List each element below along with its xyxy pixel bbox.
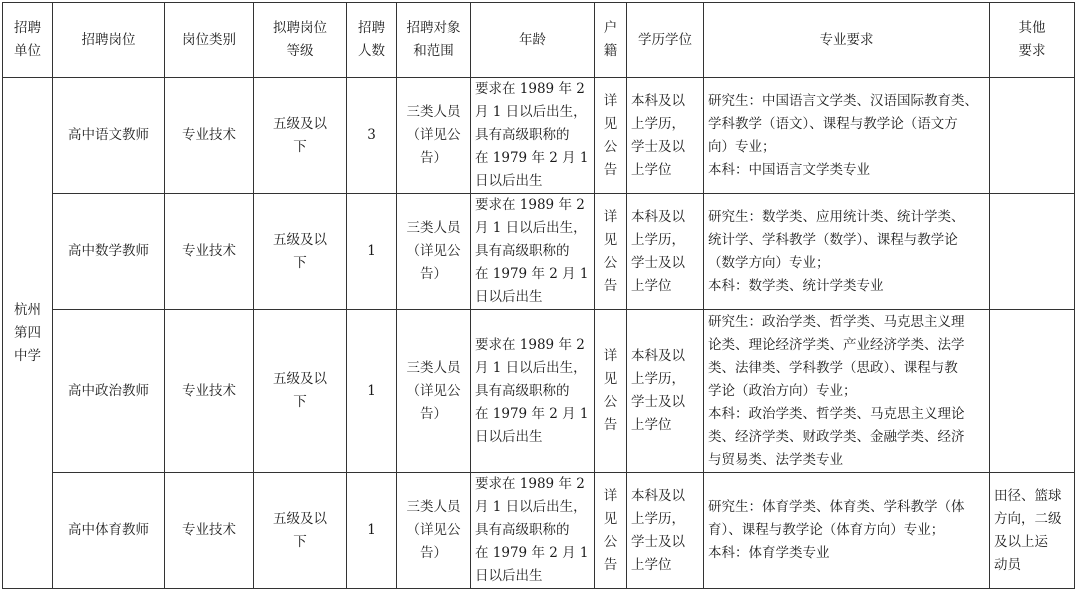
target-cell: 三类人员 （详见公 告） (397, 78, 471, 194)
level-cell: 五级及以 下 (254, 194, 347, 310)
header-position: 招聘岗位 (53, 3, 165, 78)
header-row (3, 3, 1075, 78)
category-cell: 专业技术 (165, 194, 254, 310)
education-cell: 本科及以 上学历， 学士及以 上学位 (627, 194, 704, 310)
position-cell: 高中体育教师 (53, 473, 165, 589)
age-cell: 要求在 1989 年 2 月 1 日以后出生， 具有高级职称的 在 1979 年 2 月 1 日以后出生 (471, 194, 595, 310)
count-cell: 3 (347, 78, 397, 194)
category-cell: 专业技术 (165, 78, 254, 194)
education-cell: 本科及以 上学历， 学士及以 上学位 (627, 310, 704, 473)
header-target: 招聘对象 和范围 (397, 3, 471, 78)
target-cell: 三类人员 （详见公 告） (397, 473, 471, 589)
major-cell: 研究生：中国语言文学类、汉语国际教育类、 学科教学（语文）、课程与教学论（语文方 向）专业； 本科：中国语言文学类专业 (704, 78, 990, 194)
age-cell: 要求在 1989 年 2 月 1 日以后出生， 具有高级职称的 在 1979 年 2 月 1 日以后出生 (471, 473, 595, 589)
recruitment-table (2, 2, 1075, 589)
header-education: 学历学位 (627, 3, 704, 78)
other-cell (990, 78, 1075, 194)
major-cell: 研究生：数学类、应用统计类、统计学类、 统计学、学科教学（数学）、课程与教学论 （数学方向）专业； 本科：数学类、统计学类专业 (704, 194, 990, 310)
count-cell: 1 (347, 473, 397, 589)
position-cell: 高中政治教师 (53, 310, 165, 473)
household-cell: 详 见 公 告 (595, 194, 627, 310)
table-row (3, 473, 1075, 589)
other-cell (990, 310, 1075, 473)
other-cell (990, 194, 1075, 310)
table-row (3, 78, 1075, 194)
education-cell: 本科及以 上学历， 学士及以 上学位 (627, 78, 704, 194)
header-other: 其他 要求 (990, 3, 1075, 78)
recruiting-unit: 杭州 第四 中学 (3, 78, 53, 589)
header-category: 岗位类别 (165, 3, 254, 78)
table-row (3, 194, 1075, 310)
header-age: 年龄 (471, 3, 595, 78)
major-cell: 研究生：体育学类、体育类、学科教学（体 育）、课程与教学论（体育方向）专业； 本科：体育学类专业 (704, 473, 990, 589)
education-cell: 本科及以 上学历， 学士及以 上学位 (627, 473, 704, 589)
header-level: 拟聘岗位 等级 (254, 3, 347, 78)
age-cell: 要求在 1989 年 2 月 1 日以后出生， 具有高级职称的 在 1979 年 2 月 1 日以后出生 (471, 78, 595, 194)
age-cell: 要求在 1989 年 2 月 1 日以后出生， 具有高级职称的 在 1979 年 2 月 1 日以后出生 (471, 310, 595, 473)
table-row (3, 310, 1075, 473)
household-cell: 详 见 公 告 (595, 473, 627, 589)
header-count: 招聘 人数 (347, 3, 397, 78)
category-cell: 专业技术 (165, 310, 254, 473)
level-cell: 五级及以 下 (254, 78, 347, 194)
header-major: 专业要求 (704, 3, 990, 78)
level-cell: 五级及以 下 (254, 473, 347, 589)
household-cell: 详 见 公 告 (595, 310, 627, 473)
target-cell: 三类人员 （详见公 告） (397, 310, 471, 473)
count-cell: 1 (347, 310, 397, 473)
position-cell: 高中语文教师 (53, 78, 165, 194)
target-cell: 三类人员 （详见公 告） (397, 194, 471, 310)
category-cell: 专业技术 (165, 473, 254, 589)
major-cell: 研究生：政治学类、哲学类、马克思主义理 论类、理论经济学类、产业经济学类、法学 类、法律类、学科教学（思政）、课程与教 学论（政治方向）专业； 本科：政治学类、哲学类、马克思主义理论 类、经济学类、财政学类、金融学类、经济 与贸易类、法学类专业 (704, 310, 990, 473)
position-cell: 高中数学教师 (53, 194, 165, 310)
recruitment-table-wrapper (2, 2, 1075, 589)
household-cell: 详 见 公 告 (595, 78, 627, 194)
other-cell: 田径、篮球 方向，二级 及以上运 动员 (990, 473, 1075, 589)
level-cell: 五级及以 下 (254, 310, 347, 473)
header-household: 户 籍 (595, 3, 627, 78)
header-unit: 招聘 单位 (3, 3, 53, 78)
count-cell: 1 (347, 194, 397, 310)
